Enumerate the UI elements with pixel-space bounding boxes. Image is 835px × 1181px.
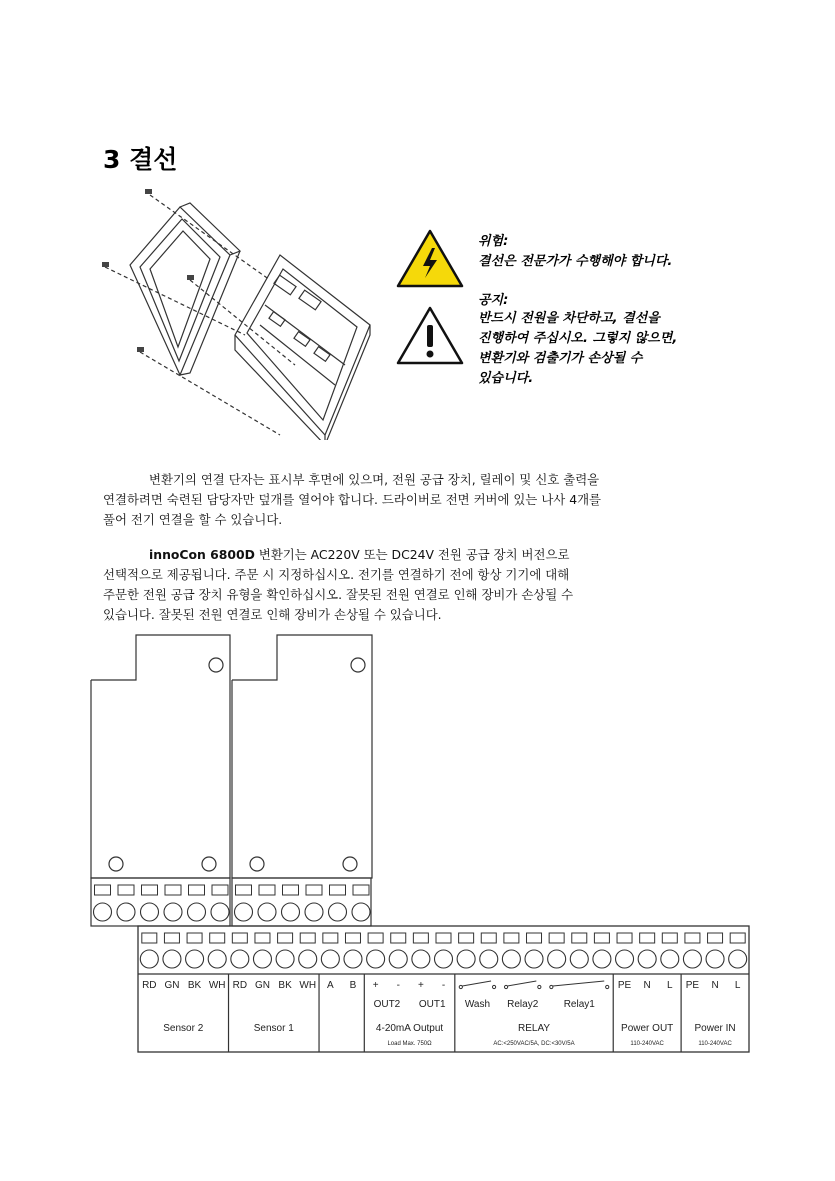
terminal-screw xyxy=(525,950,543,968)
terminal-screw xyxy=(389,950,407,968)
terminal-screw xyxy=(299,950,317,968)
relay-contact xyxy=(504,985,507,988)
relay-contact xyxy=(459,985,462,988)
terminal-screw-slot xyxy=(353,885,369,895)
terminal-wiring-diagram xyxy=(88,632,753,1057)
page-title: 3 결선 xyxy=(103,145,178,174)
terminal-label: L xyxy=(667,980,673,991)
terminal-screw-slot xyxy=(617,933,632,943)
terminal-screw xyxy=(163,950,181,968)
board-terminal-strip xyxy=(91,878,230,926)
terminal-label: PE xyxy=(685,980,700,991)
relay-label: Relay2 xyxy=(507,999,539,1010)
terminal-screw xyxy=(457,950,475,968)
terminal-screw-slot xyxy=(236,885,252,895)
paragraph-line: 선택적으로 제공됩니다. 주문 시 지정하십시오. 전기를 연결하기 전에 항상 기기에 대해 xyxy=(103,567,570,582)
paragraph-line: 연결하려면 숙련된 담당자만 덮개를 열어야 합니다. 드라이버로 전면 커버에 있는 나사 4개를 xyxy=(103,492,602,507)
relay-label: Relay1 xyxy=(563,999,595,1010)
terminal-screw xyxy=(683,950,701,968)
terminal-screw xyxy=(616,950,634,968)
terminal-screw xyxy=(706,950,724,968)
board-terminal-strip xyxy=(232,878,371,926)
terminal-screw-slot xyxy=(212,885,228,895)
terminal-screw xyxy=(367,950,385,968)
terminal-screw xyxy=(321,950,339,968)
terminal-screw-slot xyxy=(391,933,406,943)
terminal-label: B xyxy=(349,980,357,991)
terminal-screw-slot xyxy=(708,933,723,943)
terminal-label: - xyxy=(441,980,446,991)
terminal-screw xyxy=(480,950,498,968)
terminal-screw xyxy=(164,903,182,921)
group-label: 4-20mA Output xyxy=(375,1023,444,1034)
terminal-screw-slot xyxy=(662,933,677,943)
enclosure-exploded-drawing xyxy=(95,185,380,440)
output-label: OUT1 xyxy=(418,999,446,1010)
terminal-screw-slot xyxy=(504,933,519,943)
relay-switch xyxy=(553,981,604,986)
terminal-label: RD xyxy=(232,980,248,991)
relay-switch xyxy=(508,981,537,986)
terminal-screw-slot xyxy=(187,933,202,943)
terminal-screw xyxy=(186,950,204,968)
terminal-screw xyxy=(211,903,229,921)
terminal-screw xyxy=(208,950,226,968)
caution-icon xyxy=(395,305,465,367)
terminal-screw-slot xyxy=(572,933,587,943)
terminal-screw-slot xyxy=(300,933,315,943)
group-rating: 110-240VAC xyxy=(698,1041,732,1047)
paragraph-line: 있습니다. 잘못된 전원 연결로 인해 장비가 손상될 수 있습니다. xyxy=(103,607,442,622)
terminal-screw-slot xyxy=(283,885,299,895)
terminal-screw xyxy=(117,903,135,921)
terminal-screw xyxy=(305,903,323,921)
warning-text: 결선은 전문가가 수행해야 합니다. xyxy=(478,254,673,269)
terminal-screw-slot xyxy=(323,933,338,943)
terminal-label: A xyxy=(327,980,334,991)
output-label: OUT2 xyxy=(373,999,401,1010)
terminal-screw-slot xyxy=(345,933,360,943)
group-label: RELAY xyxy=(517,1023,551,1034)
relay-contact xyxy=(492,985,495,988)
paragraph-power xyxy=(103,545,573,625)
terminal-label: RD xyxy=(142,980,157,991)
terminal-label: - xyxy=(396,980,400,991)
terminal-screw xyxy=(570,950,588,968)
terminal-screw-slot xyxy=(164,933,179,943)
relay-contact xyxy=(538,985,541,988)
terminal-screw xyxy=(661,950,679,968)
terminal-screw-slot xyxy=(255,933,270,943)
terminal-screw xyxy=(593,950,611,968)
group-rating: Load Max. 750Ω xyxy=(387,1041,432,1047)
terminal-screw xyxy=(276,950,294,968)
terminal-label: WH xyxy=(299,980,317,991)
terminal-screw-slot xyxy=(459,933,474,943)
terminal-screw-slot xyxy=(413,933,428,943)
terminal-screw xyxy=(141,903,159,921)
terminal-label: L xyxy=(734,980,741,991)
relay-contact xyxy=(606,985,609,988)
terminal-label: + xyxy=(417,980,424,991)
relay-switch xyxy=(462,981,491,986)
electrical-hazard-icon xyxy=(395,228,465,290)
terminal-screw-slot xyxy=(368,933,383,943)
terminal-screw-slot xyxy=(594,933,609,943)
terminal-screw xyxy=(282,903,300,921)
terminal-label: GN xyxy=(254,980,270,991)
terminal-screw-slot xyxy=(330,885,346,895)
terminal-screw-slot xyxy=(278,933,293,943)
terminal-label: + xyxy=(372,980,379,991)
group-rating: AC:<250VAC/5A, DC:<30V/5A xyxy=(493,1041,575,1047)
notice-text xyxy=(478,309,758,389)
terminal-label: BK xyxy=(187,980,202,991)
terminal-screw-slot xyxy=(306,885,322,895)
terminal-label: WH xyxy=(208,980,226,991)
terminal-screw xyxy=(329,903,347,921)
paragraph-terminals xyxy=(103,470,601,530)
notice-line: 있습니다. xyxy=(478,371,534,386)
terminal-screw xyxy=(231,950,249,968)
paragraph-line: 변환기는 AC220V 또는 DC24V 전원 공급 장치 버전으로 xyxy=(254,547,570,562)
paragraph-line: 풀어 전기 연결을 할 수 있습니다. xyxy=(103,512,283,527)
terminal-screw xyxy=(344,950,362,968)
terminal-screw-slot xyxy=(527,933,542,943)
relay-contact xyxy=(550,985,553,988)
terminal-screw-slot xyxy=(142,933,157,943)
paragraph-line: 변환기의 연결 단자는 표시부 후면에 있으며, 전원 공급 장치, 릴레이 및 신호 출력을 xyxy=(149,472,600,487)
paragraph-line: 주문한 전원 공급 장치 유형을 확인하십시오. 잘못된 전원 연결로 인해 장비가 손상될 수 xyxy=(103,587,574,602)
terminal-screw xyxy=(94,903,112,921)
terminal-screw xyxy=(188,903,206,921)
terminal-screw-slot xyxy=(259,885,275,895)
product-name: innoCon 6800D xyxy=(149,547,255,562)
notice-line: 진행하여 주십시오. 그렇지 않으면, xyxy=(478,331,678,346)
terminal-screw-slot xyxy=(481,933,496,943)
terminal-screw-slot xyxy=(640,933,655,943)
warning-title: 위험: xyxy=(478,234,509,249)
terminal-screw-slot xyxy=(436,933,451,943)
terminal-label: BK xyxy=(278,980,292,991)
terminal-screw-slot xyxy=(232,933,247,943)
terminal-screw-slot xyxy=(685,933,700,943)
terminal-screw xyxy=(140,950,158,968)
terminal-screw-slot xyxy=(549,933,564,943)
terminal-screw xyxy=(435,950,453,968)
terminal-label: N xyxy=(711,980,719,991)
terminal-screw-slot xyxy=(189,885,205,895)
terminal-screw xyxy=(548,950,566,968)
group-label: Power OUT xyxy=(621,1023,674,1034)
terminal-label: N xyxy=(643,980,651,991)
group-label: Power IN xyxy=(694,1023,736,1034)
terminal-screw xyxy=(253,950,271,968)
notice-line: 반드시 전원을 차단하고, 결선을 xyxy=(478,311,660,326)
terminal-screw-slot xyxy=(210,933,225,943)
terminal-label: GN xyxy=(164,980,180,991)
terminal-screw-slot xyxy=(118,885,134,895)
notice-title: 공지: xyxy=(478,293,509,308)
terminal-screw xyxy=(729,950,747,968)
terminal-screw xyxy=(235,903,253,921)
terminal-screw-slot xyxy=(730,933,745,943)
terminal-screw xyxy=(502,950,520,968)
terminal-screw xyxy=(258,903,276,921)
group-label: Sensor 1 xyxy=(253,1023,294,1034)
terminal-screw xyxy=(412,950,430,968)
terminal-screw xyxy=(638,950,656,968)
terminal-screw-slot xyxy=(142,885,158,895)
group-label: Sensor 2 xyxy=(163,1023,204,1034)
terminal-screw xyxy=(352,903,370,921)
terminal-screw-slot xyxy=(165,885,181,895)
group-rating: 110-240VAC xyxy=(630,1041,664,1047)
relay-label: Wash xyxy=(464,999,491,1010)
notice-line: 변환기와 검출기가 손상될 수 xyxy=(478,351,643,366)
terminal-screw-slot xyxy=(95,885,111,895)
terminal-label: PE xyxy=(617,980,632,991)
